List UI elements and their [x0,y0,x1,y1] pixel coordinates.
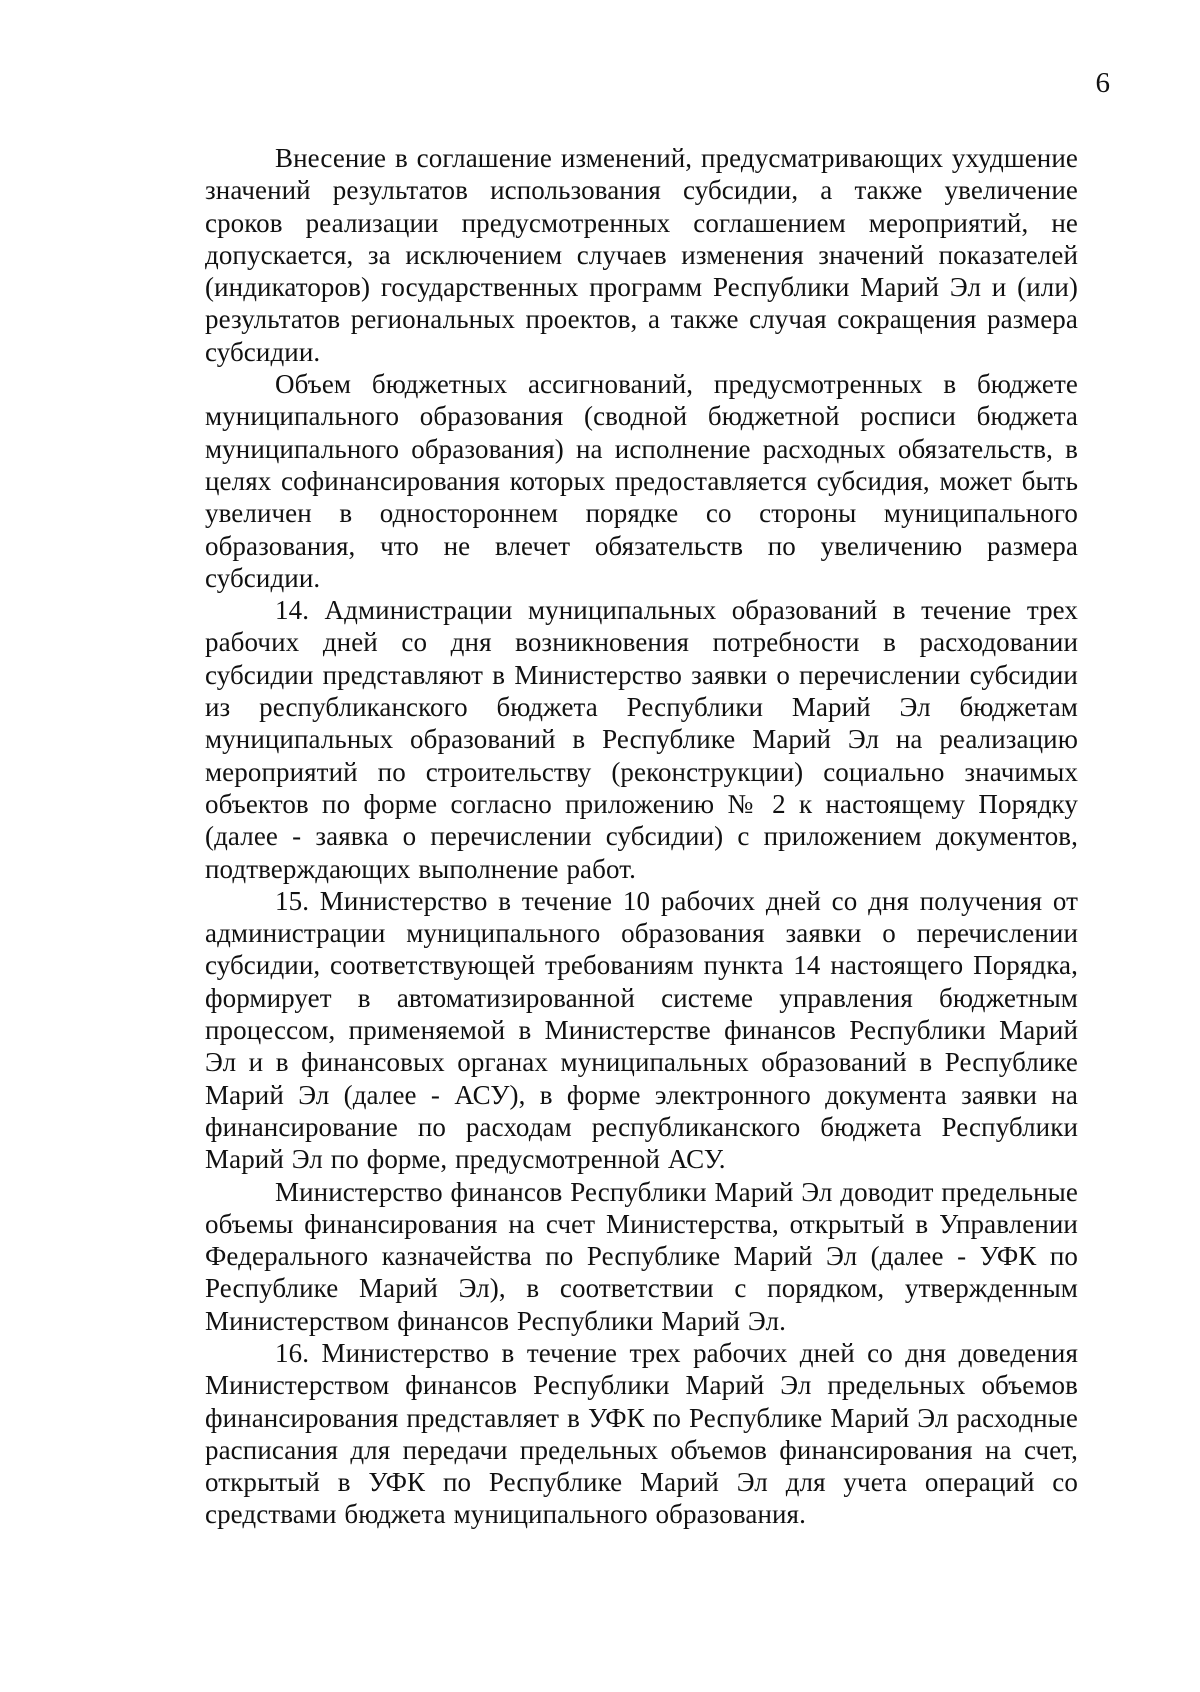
paragraph-finance-ministry: Министерство финансов Республики Марий Эл доводит предельные объемы финансирования на счет Министерства, открытый в Управлении Федерального казначейства по Республике Марий Эл (далее - УФК по Республике Марий Эл), в соответствии с порядком, утвержденным Министерством финансов Республики Марий Эл. [205,1176,1078,1336]
page-number: 6 [1095,67,1110,99]
paragraph-item-15: 15. Министерство в течение 10 рабочих дней со дня получения от администрации муниципального образования заявки о перечислении субсидии, соответствующей требованиям пункта 14 настоящего Порядка, формирует в автоматизированной системе управления бюджетным процессом, применяемой в Министерстве финансов Республики Марий Эл и в финансовых органах муниципальных образований в Республике Марий Эл (далее - АСУ), в форме электронного документа заявки на финансирование по расходам республиканского бюджета Республики Марий Эл по форме, предусмотренной АСУ. [205,885,1078,1175]
paragraph-budget-allocations: Объем бюджетных ассигнований, предусмотренных в бюджете муниципального образования (сводной бюджетной росписи бюджета муниципального образования) на исполнение расходных обязательств, в целях софинансирования которых предоставляется субсидия, может быть увеличен в одностороннем порядке со стороны муниципального образования, что не влечет обязательств по увеличению размера субсидии. [205,369,1078,593]
paragraph-agreement-changes: Внесение в соглашение изменений, предусматривающих ухудшение значений результатов использования субсидии, а также увеличение сроков реализации предусмотренных соглашением мероприятий, не допускается, за исключением случаев изменения значений показателей (индикаторов) государственных программ Республики Марий Эл и (или) результатов региональных проектов, а также случая сокращения размера субсидии. [205,143,1078,367]
document-body [205,142,1078,1531]
paragraph-item-14: 14. Администрации муниципальных образований в течение трех рабочих дней со дня возникновения потребности в расходовании субсидии представляют в Министерство заявки о перечислении субсидии из республиканского бюджета Республики Марий Эл бюджетам муниципальных образований в Республике Марий Эл на реализацию мероприятий по строительству (реконструкции) социально значимых объектов по форме согласно приложению № 2 к настоящему Порядку (далее - заявка о перечислении субсидии) с приложением документов, подтверждающих выполнение работ. [205,595,1078,884]
paragraph-item-16: 16. Министерство в течение трех рабочих дней со дня доведения Министерством финансов Республики Марий Эл предельных объемов финансирования представляет в УФК по Республике Марий Эл расходные расписания для передачи предельных объемов финансирования на счет, открытый в УФК по Республике Марий Эл для учета операций со средствами бюджета муниципального образования. [205,1337,1078,1530]
